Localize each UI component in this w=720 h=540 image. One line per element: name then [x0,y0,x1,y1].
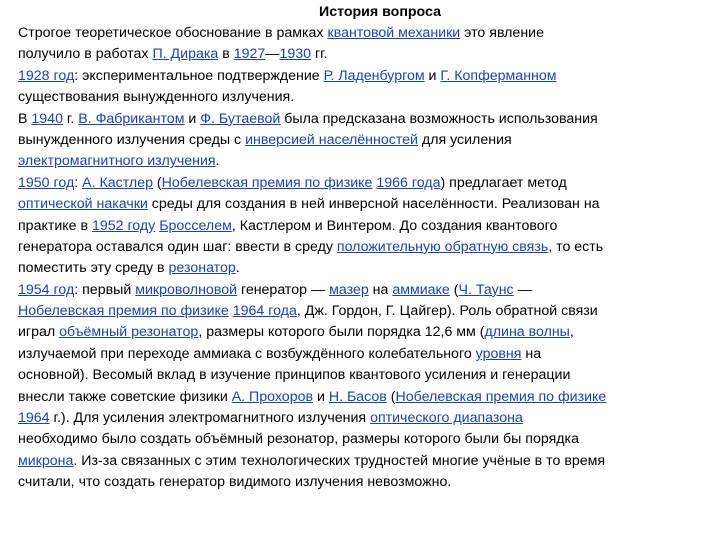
hyperlink[interactable]: Г. Копферманном [440,67,557,84]
text-segment: и [184,110,201,127]
text-segment: существования вынужденного излучения. [18,89,295,106]
hyperlink[interactable]: Бросселем [159,217,232,234]
text-segment: считали, что создать генератор видимого излучения невозможно. [18,474,452,491]
hyperlink[interactable]: В. Фабрикантом [78,110,185,127]
hyperlink[interactable]: квантовой механики [327,25,461,41]
text-line [18,23,712,44]
text-segment: получило в работах [18,46,153,63]
text-segment: . [235,260,240,277]
hyperlink[interactable]: Нобелевская премия по физике [161,174,373,191]
hyperlink[interactable]: Ч. Таунс [458,281,514,298]
text-line [18,472,712,493]
text-line [18,258,712,279]
text-segment: . [215,153,220,170]
slide [18,0,712,540]
text-segment: для усиления [417,131,512,148]
hyperlink[interactable]: А. Прохоров [231,388,314,405]
text-segment: генератор — [237,281,330,298]
hyperlink[interactable]: оптического диапазона [370,410,523,427]
text-segment: ) предлагает метод [440,174,567,191]
hyperlink[interactable]: 1964 года [232,303,297,320]
text-line [18,280,712,301]
text-line [18,365,712,386]
text-line [18,301,712,322]
text-line [18,151,712,172]
hyperlink[interactable]: Нобелевская премия по физике [395,388,607,405]
text-segment: в [218,46,234,63]
hyperlink[interactable]: Ф. Бутаевой [200,110,281,127]
hyperlink[interactable]: оптической накачки [18,196,148,213]
hyperlink[interactable]: 1950 год [18,174,75,191]
hyperlink[interactable]: микрона [18,452,74,469]
hyperlink[interactable]: положительную обратную связь [336,238,549,255]
text-segment: поместить эту среду в [18,260,169,277]
text-segment: играл [18,324,60,341]
hyperlink[interactable]: Р. Ладенбургом [323,67,425,84]
hyperlink[interactable]: Н. Басов [328,388,387,405]
text-segment: , то есть [548,238,604,255]
text-line [18,387,712,408]
hyperlink[interactable]: длина волны [484,324,570,341]
text-segment: , Дж. Гордон, Г. Цайгер). Роль обратной связи [296,303,598,320]
text-segment: : первый [74,281,136,298]
text-segment: и [313,388,329,405]
text-segment: и [424,67,441,84]
text-segment: ( [386,388,396,405]
hyperlink[interactable]: аммиаке [392,281,450,298]
hyperlink[interactable]: Нобелевская премия по физике [18,303,229,320]
text-segment: практике в [18,217,92,234]
hyperlink[interactable]: 1954 год [18,281,75,298]
text-segment: вынужденного излучения среды с [18,131,246,148]
text-segment: основной). Весомый вклад в изучение принципов квантового усиления и генерации [18,367,571,384]
hyperlink[interactable]: 1940 [31,110,63,127]
text-segment: г. [62,110,79,127]
text-segment: , размеры которого были порядка 12,6 мм ( [198,324,485,341]
hyperlink[interactable]: 1928 год [18,67,75,84]
hyperlink[interactable]: 1927 [233,46,266,63]
text-segment: — [265,46,280,63]
text-segment: генератора оставался один шаг: ввести в среду [18,238,337,255]
text-segment: это явление [460,25,544,41]
text-segment: Строгое теоретическое обоснование в рамках [18,25,328,41]
hyperlink[interactable]: 1930 [279,46,311,63]
text-segment: В [18,110,32,127]
slide-title: История вопроса [319,4,441,20]
text-segment: гг. [311,46,328,63]
text-line [18,130,712,151]
hyperlink[interactable]: объёмный резонатор [59,324,199,341]
hyperlink[interactable]: резонатор [168,260,236,277]
text-segment: излучаемой при переходе аммиака с возбуждённого колебательного [18,345,476,362]
text-segment: г.). Для усиления электромагнитного излучения [49,410,371,427]
text-segment: ( [152,174,162,191]
hyperlink[interactable]: 1952 году [91,217,156,234]
text-line [18,194,712,215]
text-line [18,408,712,429]
hyperlink[interactable]: 1964 [18,410,50,427]
text-segment: внесли также советские физики [18,388,232,405]
hyperlink[interactable]: 1966 года [376,174,441,191]
text-segment: была предсказана возможность использования [280,110,598,127]
hyperlink[interactable]: А. Кастлер [82,174,153,191]
hyperlink[interactable]: микроволновой [135,281,238,298]
text-segment: на [368,281,393,298]
text-line [18,44,712,65]
text-segment: , [569,324,574,341]
text-line [18,451,712,472]
hyperlink[interactable]: П. Дирака [152,46,219,63]
text-segment: : [74,174,83,191]
text-segment: необходимо было создать объёмный резонатор, размеры которого были бы порядка [18,431,579,448]
text-segment: — [513,281,532,298]
text-line [18,66,712,87]
text-line [18,344,712,365]
history-text [18,23,712,494]
hyperlink[interactable]: инверсией населённостей [245,131,418,148]
text-line [18,429,712,450]
text-line [18,322,712,343]
text-line [18,87,712,108]
hyperlink[interactable]: уровня [475,345,522,362]
text-line [18,173,712,194]
text-segment: на [521,345,542,362]
text-segment: : экспериментальное подтверждение [74,67,324,84]
text-line [18,216,712,237]
hyperlink[interactable]: электромагнитного излучения [18,153,216,170]
text-segment: ( [449,281,459,298]
text-segment: , Кастлером и Винтером. До создания квантового [231,217,558,234]
hyperlink[interactable]: мазер [329,281,369,298]
text-line [18,237,712,258]
text-segment: среды для создания в ней инверсной населённости. Реализован на [147,196,600,213]
text-line [18,109,712,130]
text-segment: . Из-за связанных с этим технологических трудностей многие учёные в то время [73,452,606,469]
